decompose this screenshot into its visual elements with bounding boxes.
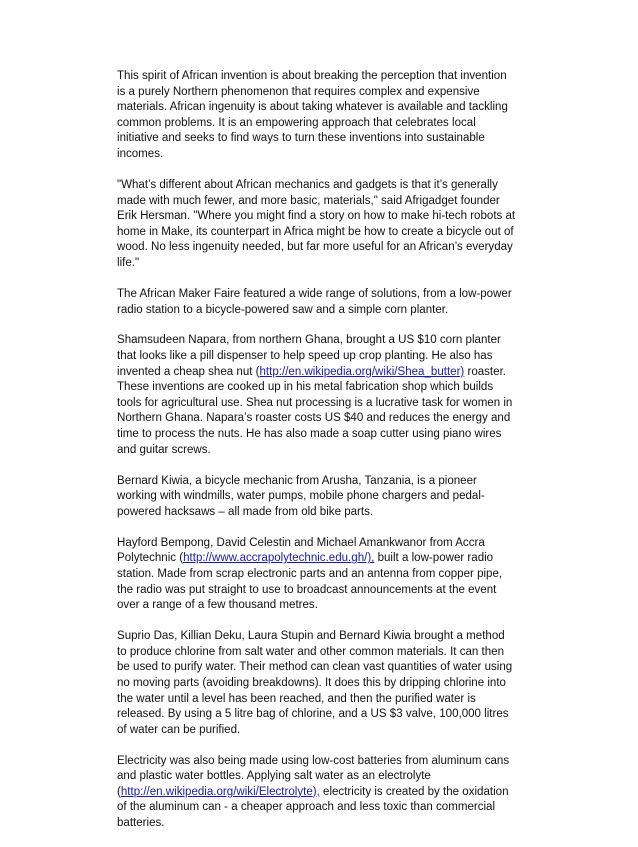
text-segment: the radio was put straight to use to broadcast announcements at the event <box>117 583 497 596</box>
text-segment: working with windmills, water pumps, mobile phone chargers and pedal- <box>117 490 485 503</box>
text-segment: that looks like a pill dispenser to help speed up crop planting. He also has <box>117 350 493 363</box>
text-line <box>117 769 527 785</box>
text-segment: built a low-power radio <box>374 552 494 565</box>
text-segment: the water until a level has been reached, and then the purified water is <box>117 692 476 705</box>
text-line <box>117 116 527 132</box>
text-line <box>117 365 527 381</box>
text-segment: common problems. It is an empowering approach that celebrates local <box>117 116 476 129</box>
text-line <box>117 551 527 567</box>
text-line <box>117 598 527 614</box>
text-line <box>117 411 527 427</box>
text-line <box>117 785 527 801</box>
hyperlink[interactable]: http://en.wikipedia.org/wiki/Electrolyte), <box>120 785 320 798</box>
text-segment: is a purely Northern phenomenon that requires complex and expensive <box>117 85 480 98</box>
text-segment: time to process the nuts. He has also made a soap cutter using piano wires <box>117 428 502 441</box>
text-segment: invented a cheap shea nut ( <box>117 365 260 378</box>
text-segment: wood. No less ingenuity needed, but far more useful for an African’s everyday <box>117 241 513 254</box>
paragraph <box>117 69 527 163</box>
text-line <box>117 443 527 459</box>
text-line <box>117 676 527 692</box>
text-line <box>117 131 527 147</box>
text-segment: of the aluminum can - a cheaper approach and less toxic than commercial <box>117 801 496 814</box>
text-line <box>117 645 527 661</box>
text-segment: radio station to a bicycle-powered saw and a simple corn planter. <box>117 303 449 316</box>
text-line <box>117 194 527 210</box>
text-line <box>117 256 527 272</box>
text-segment: station. Made from scrap electronic parts and an antenna from copper pipe, <box>117 567 503 580</box>
paragraph <box>117 754 527 832</box>
hyperlink[interactable]: http://www.accrapolytechnic.edu.gh/), <box>183 552 375 565</box>
text-line <box>117 69 527 85</box>
text-line <box>117 692 527 708</box>
text-line <box>117 505 527 521</box>
text-segment: "What’s different about African mechanics and gadgets is that it’s generally <box>117 178 498 191</box>
text-line <box>117 754 527 770</box>
text-line <box>117 303 527 319</box>
text-segment: tools for agricultural use. Shea nut processing is a lucrative task for women in <box>117 396 513 409</box>
text-segment: be used to purify water. Their method can clean vast quantities of water using <box>117 661 513 674</box>
text-line <box>117 427 527 443</box>
text-segment: These inventions are cooked up in his metal fabrication shop which builds <box>117 381 494 394</box>
text-segment: of water can be purified. <box>117 723 241 736</box>
paragraph <box>117 474 527 521</box>
text-line <box>117 240 527 256</box>
text-segment: Hayford Bempong, David Celestin and Michael Amankwanor from Accra <box>117 536 485 549</box>
text-line <box>117 333 527 349</box>
text-segment: no moving parts (avoiding breakdowns). It does this by dripping chlorine into <box>117 676 506 689</box>
text-segment: Polytechnic ( <box>117 552 184 565</box>
text-segment: Bernard Kiwia, a bicycle mechanic from Arusha, Tanzania, is a pioneer <box>117 474 477 487</box>
text-line <box>117 489 527 505</box>
text-segment: batteries. <box>117 817 165 830</box>
text-line <box>117 100 527 116</box>
text-segment: This spirit of African invention is about breaking the perception that invention <box>117 70 507 82</box>
text-line <box>117 583 527 599</box>
text-segment: Suprio Das, Killian Deku, Laura Stupin and Bernard Kiwia brought a method <box>117 630 505 643</box>
text-line <box>117 567 527 583</box>
text-line <box>117 800 527 816</box>
text-line <box>117 660 527 676</box>
text-line <box>117 629 527 645</box>
text-line <box>117 178 527 194</box>
paragraph <box>117 287 527 318</box>
text-segment: made with much fewer, and more basic, materials," said Afrigadget founder <box>117 194 500 207</box>
text-segment: materials. African ingenuity is about taking whatever is available and tackling <box>117 101 508 114</box>
text-line <box>117 816 527 832</box>
text-line <box>117 209 527 225</box>
text-segment: and plastic water bottles. Applying salt water as an electrolyte <box>117 770 431 783</box>
text-segment: incomes. <box>117 147 164 160</box>
text-line <box>117 380 527 396</box>
text-segment: Electricity was also being made using low-cost batteries from aluminum cans <box>117 754 510 767</box>
hyperlink[interactable]: http://en.wikipedia.org/wiki/Shea_butter) <box>259 365 465 378</box>
text-line <box>117 474 527 490</box>
text-line <box>117 85 527 101</box>
text-line <box>117 349 527 365</box>
text-segment: released. By using a 5 litre bag of chlorine, and a US $3 valve, 100,000 litres <box>117 708 509 721</box>
text-segment: home in Make, its counterpart in Africa might be how to create a bicycle out of <box>117 225 514 238</box>
text-segment: to produce chlorine from salt water and other common materials. It can then <box>117 645 505 658</box>
text-line <box>117 707 527 723</box>
paragraph <box>117 333 527 458</box>
text-segment: ( <box>117 785 121 798</box>
text-segment: over a range of a few thousand metres. <box>117 599 318 612</box>
paragraph <box>117 536 527 614</box>
document-page <box>117 69 527 847</box>
text-segment: initiative and seeks to find ways to turn these inventions into sustainable <box>117 132 485 145</box>
text-line <box>117 225 527 241</box>
text-segment: Shamsudeen Napara, from northern Ghana, brought a US $10 corn planter <box>117 334 501 347</box>
text-segment: roaster. <box>464 365 506 378</box>
text-line <box>117 536 527 552</box>
paragraph <box>117 178 527 272</box>
text-segment: Northern Ghana. Napara’s roaster costs US $40 and reduces the energy and <box>117 412 511 425</box>
text-line <box>117 287 527 303</box>
text-segment: electricity is created by the oxidation <box>319 785 509 798</box>
text-segment: The African Maker Faire featured a wide range of solutions, from a low-power <box>117 287 512 300</box>
text-line <box>117 723 527 739</box>
text-line <box>117 396 527 412</box>
text-segment: Erik Hersman. "Where you might find a story on how to make hi-tech robots at <box>117 210 516 223</box>
text-segment: life." <box>117 256 140 269</box>
text-segment: powered hacksaws – all made from old bike parts. <box>117 505 374 518</box>
text-segment: and guitar screws. <box>117 443 211 456</box>
text-line <box>117 147 527 163</box>
paragraph <box>117 629 527 738</box>
